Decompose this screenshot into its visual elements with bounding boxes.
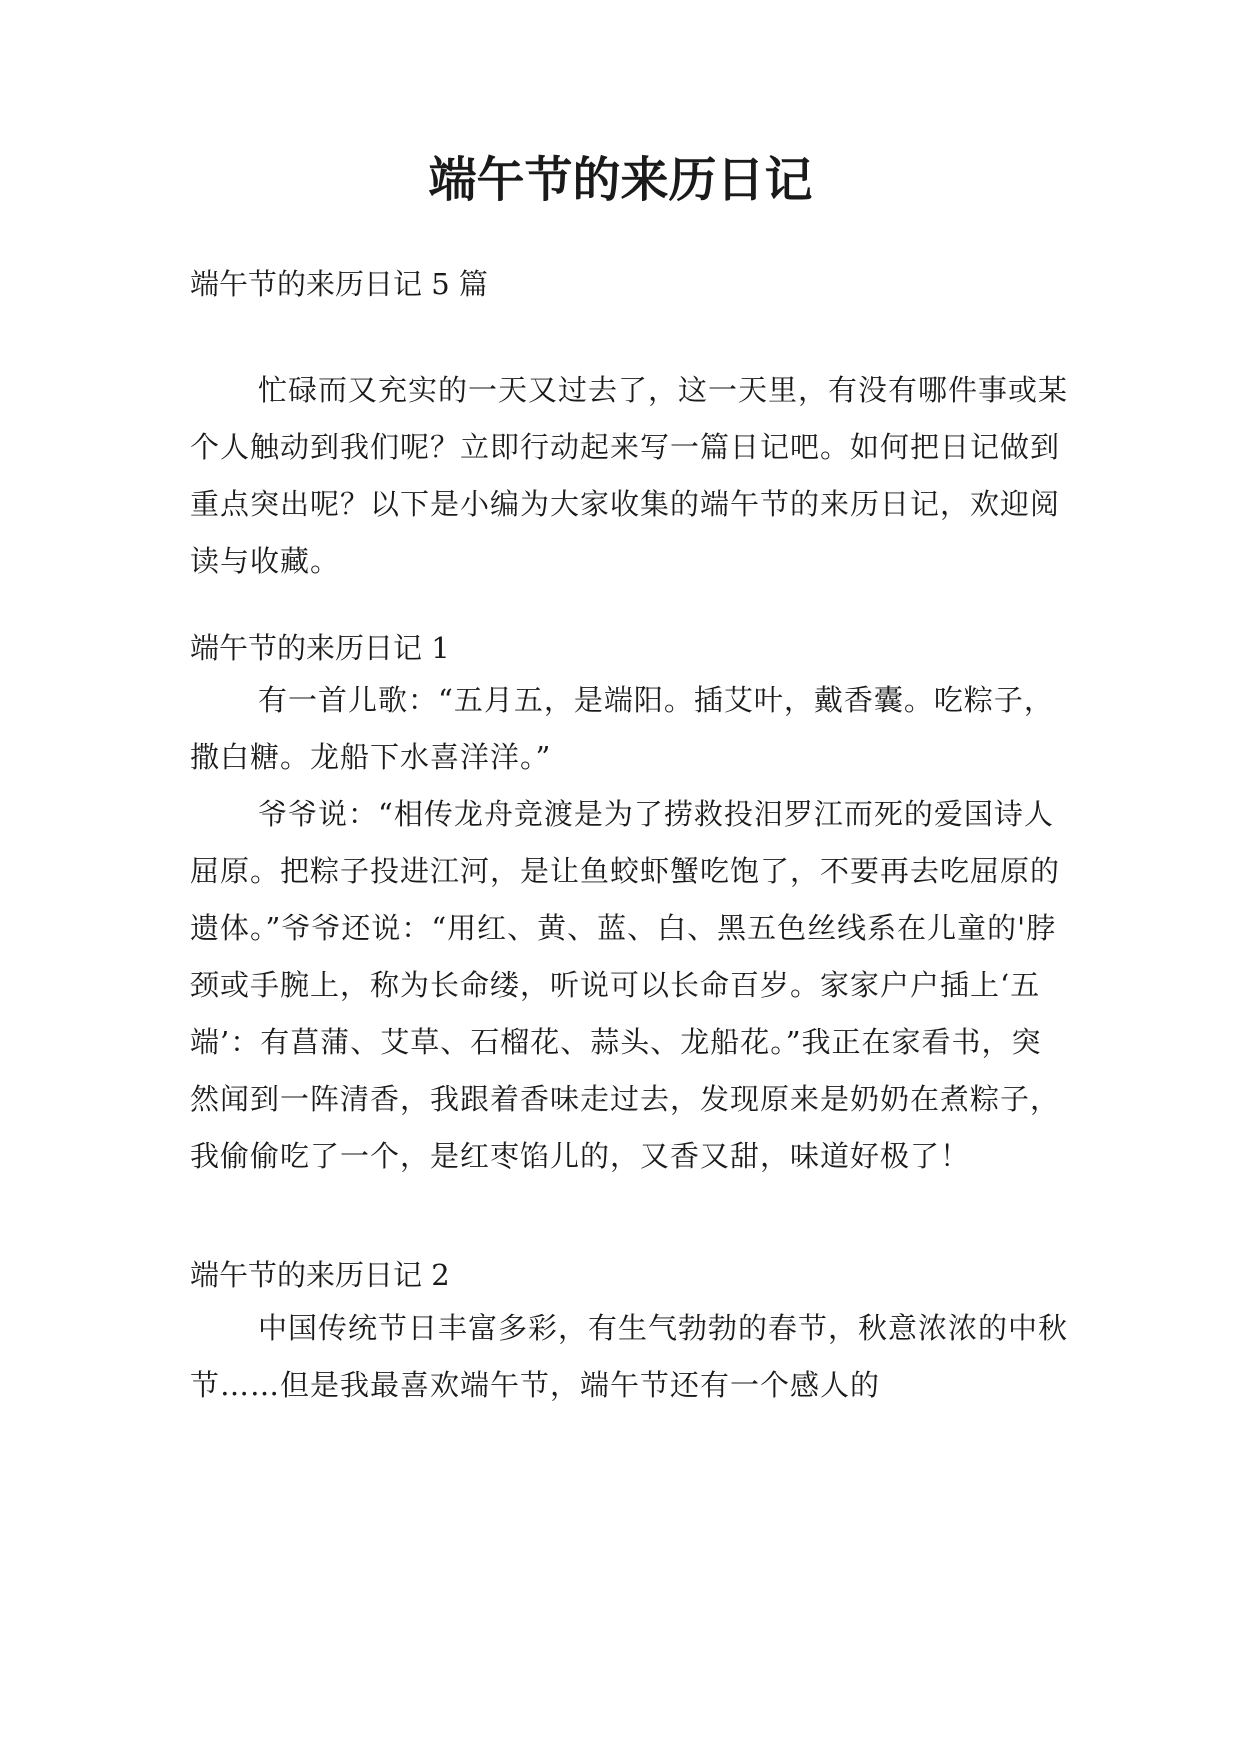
section-heading-1: 端午节的来历日记 1	[190, 631, 450, 665]
document-title: 端午节的来历日记	[428, 152, 813, 208]
section-heading-2: 端午节的来历日记 2	[190, 1258, 450, 1292]
document-subtitle: 端午节的来历日记 5 篇	[190, 267, 488, 301]
intro-paragraph: 忙碌而又充实的一天又过去了，这一天里，有没有哪件事或某个人触动到我们呢？立即行动起来写一篇日记吧。如何把日记做到重点突出呢？以下是小编为大家收集的端午节的来历日记，欢迎阅读与收藏。	[190, 373, 1069, 578]
section-1-paragraph-2: 爷爷说：“相传龙舟竞渡是为了捞救投汨罗江而死的爱国诗人屈原。把粽子投进江河，是让鱼蛟虾蟹吃饱了，不要再去吃屈原的遗体。”爷爷还说：“用红、黄、蓝、白、黑五色丝线系在儿童的'脖颈或手腕上，称为长命缕，听说可以长命百岁。家家户户插上‘五端’：有菖蒲、艾草、石榴花、蒜头、龙船花。”我正在家看书，突然闻到一阵清香，我跟着香味走过去，发现原来是奶奶在煮粽子，我偷偷吃了一个，是红枣馅儿的，又香又甜，味道好极了！	[190, 797, 1061, 1173]
section-1-paragraph-1: 有一首儿歌：“五月五，是端阳。插艾叶，戴香囊。吃粽子，撒白糖。龙船下水喜洋洋。”	[190, 683, 1054, 774]
section-2-paragraph-1: 中国传统节日丰富多彩，有生气勃勃的春节，秋意浓浓的中秋节……但是我最喜欢端午节，端午节还有一个感人的	[190, 1311, 1069, 1402]
